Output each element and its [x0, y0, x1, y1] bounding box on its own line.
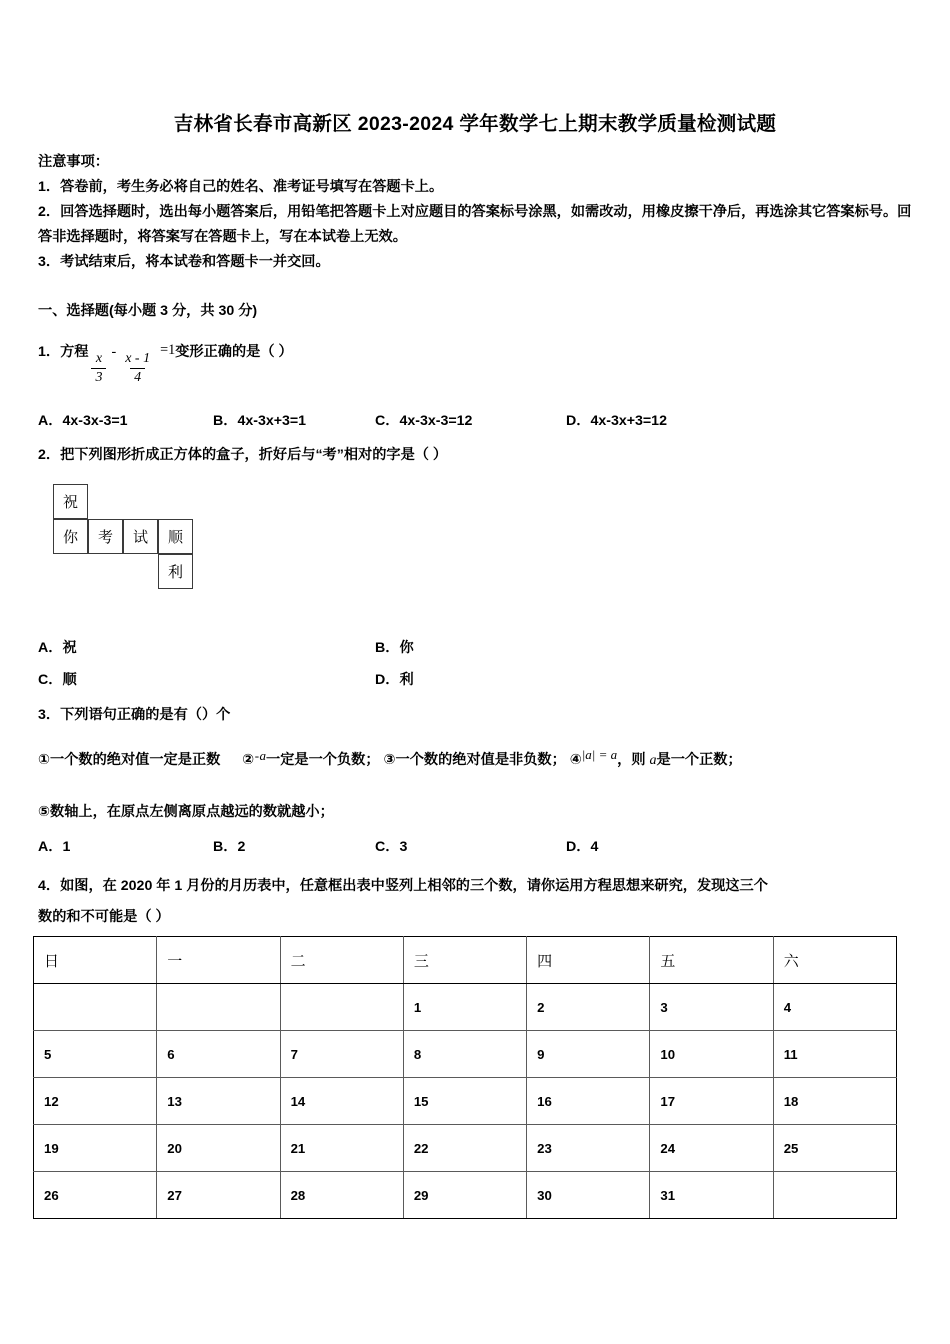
calendar-cell: 3: [650, 984, 773, 1031]
calendar-cell: 14: [280, 1078, 403, 1125]
statement-2-text: 一定是一个负数；: [266, 752, 380, 768]
option-label: A．: [38, 413, 63, 429]
calendar-cell: 4: [773, 984, 896, 1031]
fraction-denominator: 3: [91, 368, 106, 386]
question-3-option-a[interactable]: [38, 836, 70, 856]
option-label: A．: [38, 640, 63, 656]
calendar-header-mon: 一: [157, 937, 280, 984]
fraction-numerator: x: [95, 351, 103, 366]
option-text: 4x-3x+3=1: [237, 413, 307, 429]
option-text: 3: [399, 839, 408, 855]
cube-net-diagram: [53, 484, 203, 592]
question-3-statements-line-1: [38, 748, 742, 773]
calendar-cell: 22: [403, 1125, 526, 1172]
question-1-number: 1．: [38, 344, 61, 360]
table-header-row: [34, 937, 897, 984]
minus-sign: -: [254, 748, 260, 763]
calendar-cell: [34, 984, 157, 1031]
question-3-option-c[interactable]: [375, 836, 407, 856]
option-label: B．: [213, 839, 238, 855]
fraction-x-over-3: [91, 352, 106, 386]
calendar-cell: 27: [157, 1172, 280, 1219]
question-3-option-b[interactable]: [213, 836, 245, 856]
option-text: 你: [399, 640, 414, 656]
option-text: 利: [399, 672, 414, 688]
question-2-option-b[interactable]: [375, 637, 414, 657]
option-label: D．: [566, 413, 591, 429]
option-text: 1: [62, 839, 71, 855]
calendar-cell: 16: [527, 1078, 650, 1125]
calendar-cell: 20: [157, 1125, 280, 1172]
question-1-stem: [38, 340, 293, 385]
question-3-statement-5: ⑤数轴上，在原点左侧离原点越远的数就越小；: [38, 804, 334, 820]
notice-block: [38, 150, 916, 275]
notice-item-1: 1．答卷前，考生务必将自己的姓名、准考证号填写在答题卡上。: [38, 179, 444, 195]
calendar-header-wed: 三: [403, 937, 526, 984]
question-3-text: 下列语句正确的是有（）个: [60, 707, 231, 723]
statement-4-mid: ，则: [617, 752, 646, 768]
net-cell-kao: 考: [88, 519, 123, 554]
calendar-cell: 19: [34, 1125, 157, 1172]
calendar-cell: 12: [34, 1078, 157, 1125]
calendar-table-january-2020: [33, 936, 897, 1219]
calendar-cell: 30: [527, 1172, 650, 1219]
fraction-denominator: 4: [130, 368, 145, 386]
calendar-cell: 9: [527, 1031, 650, 1078]
question-4-stem-line-2: 数的和不可能是（ ）: [38, 909, 170, 925]
question-1-lead: 方程: [60, 344, 89, 360]
statement-1: ①一个数的绝对值一定是正数: [38, 752, 221, 768]
calendar-cell: 8: [403, 1031, 526, 1078]
calendar-cell: 21: [280, 1125, 403, 1172]
question-2-number: 2．: [38, 447, 61, 463]
question-4-number: 4．: [38, 878, 61, 894]
negative-a-notation: [254, 744, 266, 768]
option-label: D．: [566, 839, 591, 855]
question-4-text-1: 如图，在 2020 年 1 月份的月历表中，任意框出表中竖列上相邻的三个数，请你运用方程思想来研究，发现这三个: [60, 878, 768, 894]
calendar-cell: 10: [650, 1031, 773, 1078]
question-1-option-d[interactable]: [566, 410, 667, 430]
option-text: 4x-3x-3=12: [399, 413, 473, 429]
question-2-option-d[interactable]: [375, 669, 414, 689]
option-label: D．: [375, 672, 400, 688]
calendar-header-sat: 六: [773, 937, 896, 984]
notice-item-2: 2．回答选择题时，选出每小题答案后，用铅笔把答题卡上对应题目的答案标号涂黑，如需改动，用橡皮擦干净后，再选涂其它答案标号。回答非选择题时，将答案写在答题卡上，写在本试卷上无效。: [38, 204, 912, 245]
question-1-option-a[interactable]: [38, 410, 128, 430]
calendar-cell: 15: [403, 1078, 526, 1125]
table-row: [34, 1078, 897, 1125]
option-label: B．: [213, 413, 238, 429]
question-2-option-a[interactable]: [38, 637, 77, 657]
calendar-cell: 24: [650, 1125, 773, 1172]
calendar-cell: 23: [527, 1125, 650, 1172]
calendar-header-thu: 四: [527, 937, 650, 984]
calendar-header-sun: 日: [34, 937, 157, 984]
net-cell-zhu: 祝: [53, 484, 88, 519]
calendar-cell: 29: [403, 1172, 526, 1219]
statement-4-text: 是一个正数；: [656, 752, 742, 768]
variable-a: a: [649, 753, 657, 768]
calendar-cell: 25: [773, 1125, 896, 1172]
statement-4-marker: ④: [569, 752, 582, 768]
question-4-stem-line-1: [38, 874, 918, 898]
net-cell-shun: 顺: [158, 519, 193, 554]
question-3-number: 3．: [38, 707, 61, 723]
equation-equals-one: =1: [160, 342, 176, 358]
table-row: [34, 984, 897, 1031]
question-3-option-d[interactable]: [566, 836, 598, 856]
question-1-tail: 变形正确的是（ ）: [175, 344, 293, 360]
option-text: 顺: [62, 672, 77, 688]
option-text: 4: [590, 839, 599, 855]
notice-item-3: 3．考试结束后，将本试卷和答题卡一并交回。: [38, 254, 330, 270]
table-row: [34, 1125, 897, 1172]
section-heading-choice: 一、选择题(每小题 3 分，共 30 分): [38, 303, 258, 319]
net-cell-shi: 试: [123, 519, 158, 554]
calendar-cell: 2: [527, 984, 650, 1031]
net-cell-li: 利: [158, 554, 193, 589]
question-2-stem: [38, 443, 447, 467]
option-label: C．: [375, 839, 400, 855]
table-row: [34, 1031, 897, 1078]
calendar-cell: 18: [773, 1078, 896, 1125]
option-text: 4x-3x-3=1: [62, 413, 128, 429]
calendar-cell: [280, 984, 403, 1031]
question-2-option-c[interactable]: [38, 669, 77, 689]
calendar-cell: 6: [157, 1031, 280, 1078]
calendar-cell: 7: [280, 1031, 403, 1078]
variable-a: a: [259, 748, 267, 763]
calendar-cell: [157, 984, 280, 1031]
question-1-option-b[interactable]: [213, 410, 306, 430]
calendar-cell: 26: [34, 1172, 157, 1219]
option-label: C．: [38, 672, 63, 688]
table-row: [34, 1172, 897, 1219]
absolute-value-equation: |a| = a: [581, 747, 618, 762]
option-text: 2: [237, 839, 246, 855]
minus-operator: -: [111, 344, 117, 360]
notice-heading: 注意事项：: [38, 154, 109, 170]
fraction-x-minus-1-over-4: [121, 352, 154, 386]
option-label: B．: [375, 640, 400, 656]
calendar-cell: 31: [650, 1172, 773, 1219]
page-title: 吉林省长春市高新区 2023-2024 学年数学七上期末教学质量检测试题: [173, 113, 777, 135]
calendar-cell: 11: [773, 1031, 896, 1078]
option-label: A．: [38, 839, 63, 855]
calendar-cell: 1: [403, 984, 526, 1031]
calendar-cell: 13: [157, 1078, 280, 1125]
calendar-cell: 17: [650, 1078, 773, 1125]
calendar-header-tue: 二: [280, 937, 403, 984]
calendar-cell: [773, 1172, 896, 1219]
question-2-text: 把下列图形折成正方体的盒子，折好后与“考”相对的字是（ ）: [60, 447, 448, 463]
option-text: 祝: [62, 640, 77, 656]
statement-3: ③一个数的绝对值是非负数；: [383, 752, 566, 768]
question-1-option-c[interactable]: [375, 410, 472, 430]
calendar-cell: 5: [34, 1031, 157, 1078]
option-label: C．: [375, 413, 400, 429]
question-3-stem: [38, 703, 230, 727]
calendar-header-fri: 五: [650, 937, 773, 984]
option-text: 4x-3x+3=12: [590, 413, 667, 429]
fraction-numerator: x - 1: [125, 351, 151, 366]
net-cell-ni: 你: [53, 519, 88, 554]
statement-2-marker: ②: [242, 752, 255, 768]
calendar-cell: 28: [280, 1172, 403, 1219]
